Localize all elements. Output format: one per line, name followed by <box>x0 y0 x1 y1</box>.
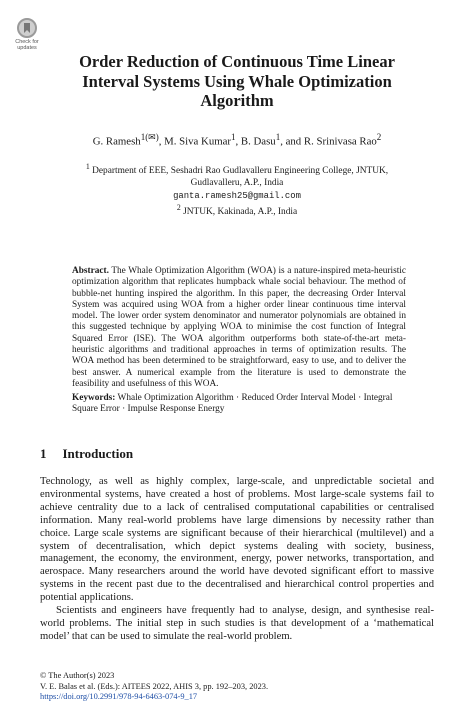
body-text <box>40 476 434 644</box>
paragraph: Technology, as well as highly complex, large-scale, and unpredictable societal and environmental systems, have created a host of problems. Most large-scale systems fail to achieve centrality due to a lack of centralised computational capabilities or centralised information. Many real-world problems have large dimensions by necessity rather than choice. Large scale systems are significant because of their hierarchical (multilevel) and a system of decentralisation, which depict systems dealing with society, business, management, the economy, the environment, energy, power networks, transportation, and aerospace. Many researchers around the world have devoted significant effort to massive systems in the recent past due to the decentralised and hierarchical control properties and potential applications. <box>40 476 434 604</box>
bookmark-icon <box>17 18 37 38</box>
keywords-text: Whale Optimization Algorithm · Reduced Order Interval Model · Integral Square Error · Impulse Response Energy <box>72 393 393 415</box>
badge-label: Check for updates <box>15 39 39 51</box>
abstract-text: The Whale Optimization Algorithm (WOA) is a nature-inspired meta-heuristic optimization algorithm that replicates humpback whale social behaviour. The method of bubble-net hunting inspired the algorithm. In this paper, the decreasing Order Interval System was acquired using WOA from a higher order linear continuous time interval model. The lower order system denominator and numerator polynomials are obtained in this suggested technique by applying WOA to minimise the cost function of Integral Squared Error (ISE). The WOA algorithm outperforms both state-of-the-art meta-heuristic algorithms and traditional approaches in terms of optimization results. The WOA method has been determined to be straightforward, easy to use, and to deliver the best answer. A numerical example from the literature is used to demonstrate the feasibility and usefulness of this WOA. <box>72 266 407 389</box>
section-heading: 1 Introduction <box>40 446 134 461</box>
keywords <box>72 393 406 416</box>
abstract-label: Abstract. <box>72 266 109 276</box>
paper-title: Order Reduction of Continuous Time Linear Interval Systems Using Whale Optimization Algorithm <box>79 52 395 110</box>
citation: V. E. Balas et al. (Eds.): AITEES 2022, AHIS 3, pp. 192–203, 2023. <box>40 681 269 691</box>
copyright: © The Author(s) 2023 <box>40 671 115 680</box>
footer <box>40 671 268 703</box>
check-for-updates-badge[interactable] <box>12 18 42 58</box>
paragraph: Scientists and engineers have frequently had to analyse, design, and synthesise real-world problems. The initial step in such studies is that development of a ‘mathematical model’ that can be used to simulate the real-world problem. <box>40 605 434 642</box>
abstract <box>72 266 406 390</box>
keywords-label: Keywords: <box>72 393 116 403</box>
author-list: G. Ramesh$^{1(✉)}$, M. Siva Kumar$^1$, B. Dasu$^1$, and R. Srinivasa Rao$^2$ <box>92 132 382 148</box>
affiliations: $^1$ Department of EEE, Seshadri Rao Gudlavalleru Engineering College, JNTUK, Gudlavalleru, A.P., India ganta.ramesh25@gmail.com $^2$ JNTUK, Kakinada, A.P., India <box>60 161 414 218</box>
doi-link[interactable]: https://doi.org/10.2991/978-94-6463-074-9_17 <box>40 692 198 701</box>
email-link[interactable]: ganta.ramesh25@gmail.com <box>173 190 301 201</box>
